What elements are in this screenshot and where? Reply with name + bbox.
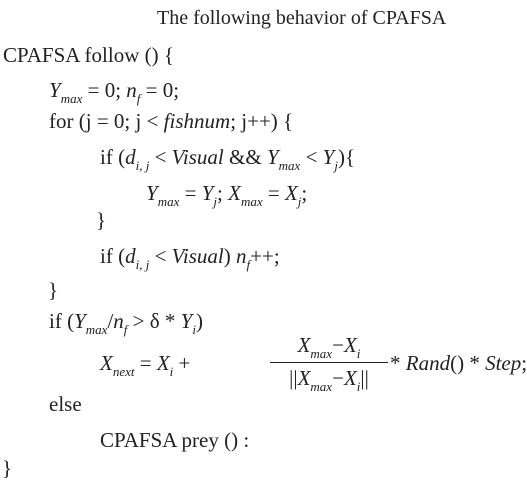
sub-max: max [157, 194, 180, 209]
code-line-if-crowding [49, 309, 203, 337]
code-line-close-brace: } [96, 208, 107, 232]
var-x: X [343, 366, 357, 390]
code-line-prey-call: CPAFSA prey () : [100, 428, 250, 452]
code-line-if-count [100, 244, 280, 272]
var-visual: Visual [171, 244, 224, 268]
code-text: if ( [100, 145, 126, 169]
var-y: Y [146, 181, 158, 205]
fraction-numerator [270, 333, 388, 361]
sub-ij: i, j [135, 158, 150, 173]
norm-left: || [289, 366, 298, 390]
code-text: for (j = 0; j < [49, 109, 164, 133]
var-x: X [284, 181, 298, 205]
norm-right: || [360, 366, 369, 390]
sub-f: f [123, 322, 128, 337]
var-y: Y [180, 309, 193, 333]
sub-max: max [278, 158, 301, 173]
minus-sign: − [332, 366, 344, 390]
code-text: = 0; [82, 78, 127, 102]
var-y: Y [74, 309, 86, 333]
code-text: < [300, 145, 323, 169]
fraction-denominator [270, 366, 388, 394]
code-line-close-brace: } [48, 278, 59, 302]
sub-ij: i, j [135, 257, 150, 272]
code-line-final-brace: } [2, 456, 13, 480]
var-n: n [113, 309, 124, 333]
code-text: > δ * [127, 309, 181, 333]
code-text: ) [195, 309, 203, 333]
var-x: X [297, 366, 311, 390]
code-text: = [134, 351, 157, 375]
sub-f: f [136, 91, 141, 106]
code-text: * [390, 351, 406, 375]
sub-i: i [169, 364, 174, 379]
var-x: X [343, 333, 357, 357]
code-text: ; [217, 181, 229, 205]
sub-i: i [192, 322, 196, 337]
sub-j: j [297, 194, 302, 209]
code-line-xnext-rhs [390, 351, 527, 375]
var-y: Y [201, 181, 214, 205]
code-text: < [149, 244, 172, 268]
var-n: n [236, 244, 247, 268]
code-text: if ( [49, 309, 75, 333]
sub-f: f [246, 257, 251, 272]
code-line-function-header: CPAFSA follow () { [3, 43, 174, 67]
code-line-else: else [49, 392, 82, 416]
code-text: < [149, 145, 172, 169]
code-text: / [107, 309, 114, 333]
sub-max: max [60, 91, 83, 106]
var-d: d [125, 145, 136, 169]
var-x: X [228, 181, 241, 205]
code-text: ; j++) { [230, 109, 294, 133]
var-y: Y [49, 78, 61, 102]
code-line-if-visual [100, 145, 356, 173]
fraction-bar [270, 362, 388, 363]
var-n: n [126, 78, 137, 102]
var-fishnum: fishnum [163, 109, 231, 133]
sub-i: i [356, 346, 361, 361]
sub-max: max [310, 346, 333, 361]
var-visual: Visual [171, 145, 224, 169]
sub-i: i [356, 379, 361, 394]
figure-title: The following behavior of CPAFSA [157, 7, 447, 29]
var-step: Step [485, 351, 522, 375]
code-text: () * [450, 351, 486, 375]
var-y: Y [266, 145, 279, 169]
code-text: && [223, 145, 267, 169]
code-text: + [173, 351, 191, 375]
sub-j: j [213, 194, 218, 209]
code-line-xnext-lhs [100, 351, 191, 379]
sub-max: max [240, 194, 263, 209]
code-text: = [179, 181, 202, 205]
code-text: = [262, 181, 285, 205]
var-y: Y [322, 145, 335, 169]
var-x: X [100, 351, 113, 375]
code-text: ++; [250, 244, 280, 268]
code-text: if ( [100, 244, 126, 268]
minus-sign: − [332, 333, 344, 357]
sub-j: j [334, 158, 338, 173]
code-line-for-loop [49, 109, 293, 133]
var-rand: Rand [405, 351, 451, 375]
sub-max: max [85, 322, 108, 337]
sub-next: next [112, 364, 135, 379]
code-text: = 0; [140, 78, 180, 102]
code-text: ) [223, 244, 237, 268]
sub-max: max [310, 379, 333, 394]
code-text: ){ [337, 145, 356, 169]
var-x: X [297, 333, 311, 357]
code-line-assign-max [146, 181, 308, 209]
var-d: d [125, 244, 136, 268]
var-x: X [156, 351, 170, 375]
code-text: ; [301, 181, 308, 205]
fraction [270, 333, 388, 393]
code-text: ; [521, 351, 527, 375]
code-line-init [49, 78, 180, 106]
